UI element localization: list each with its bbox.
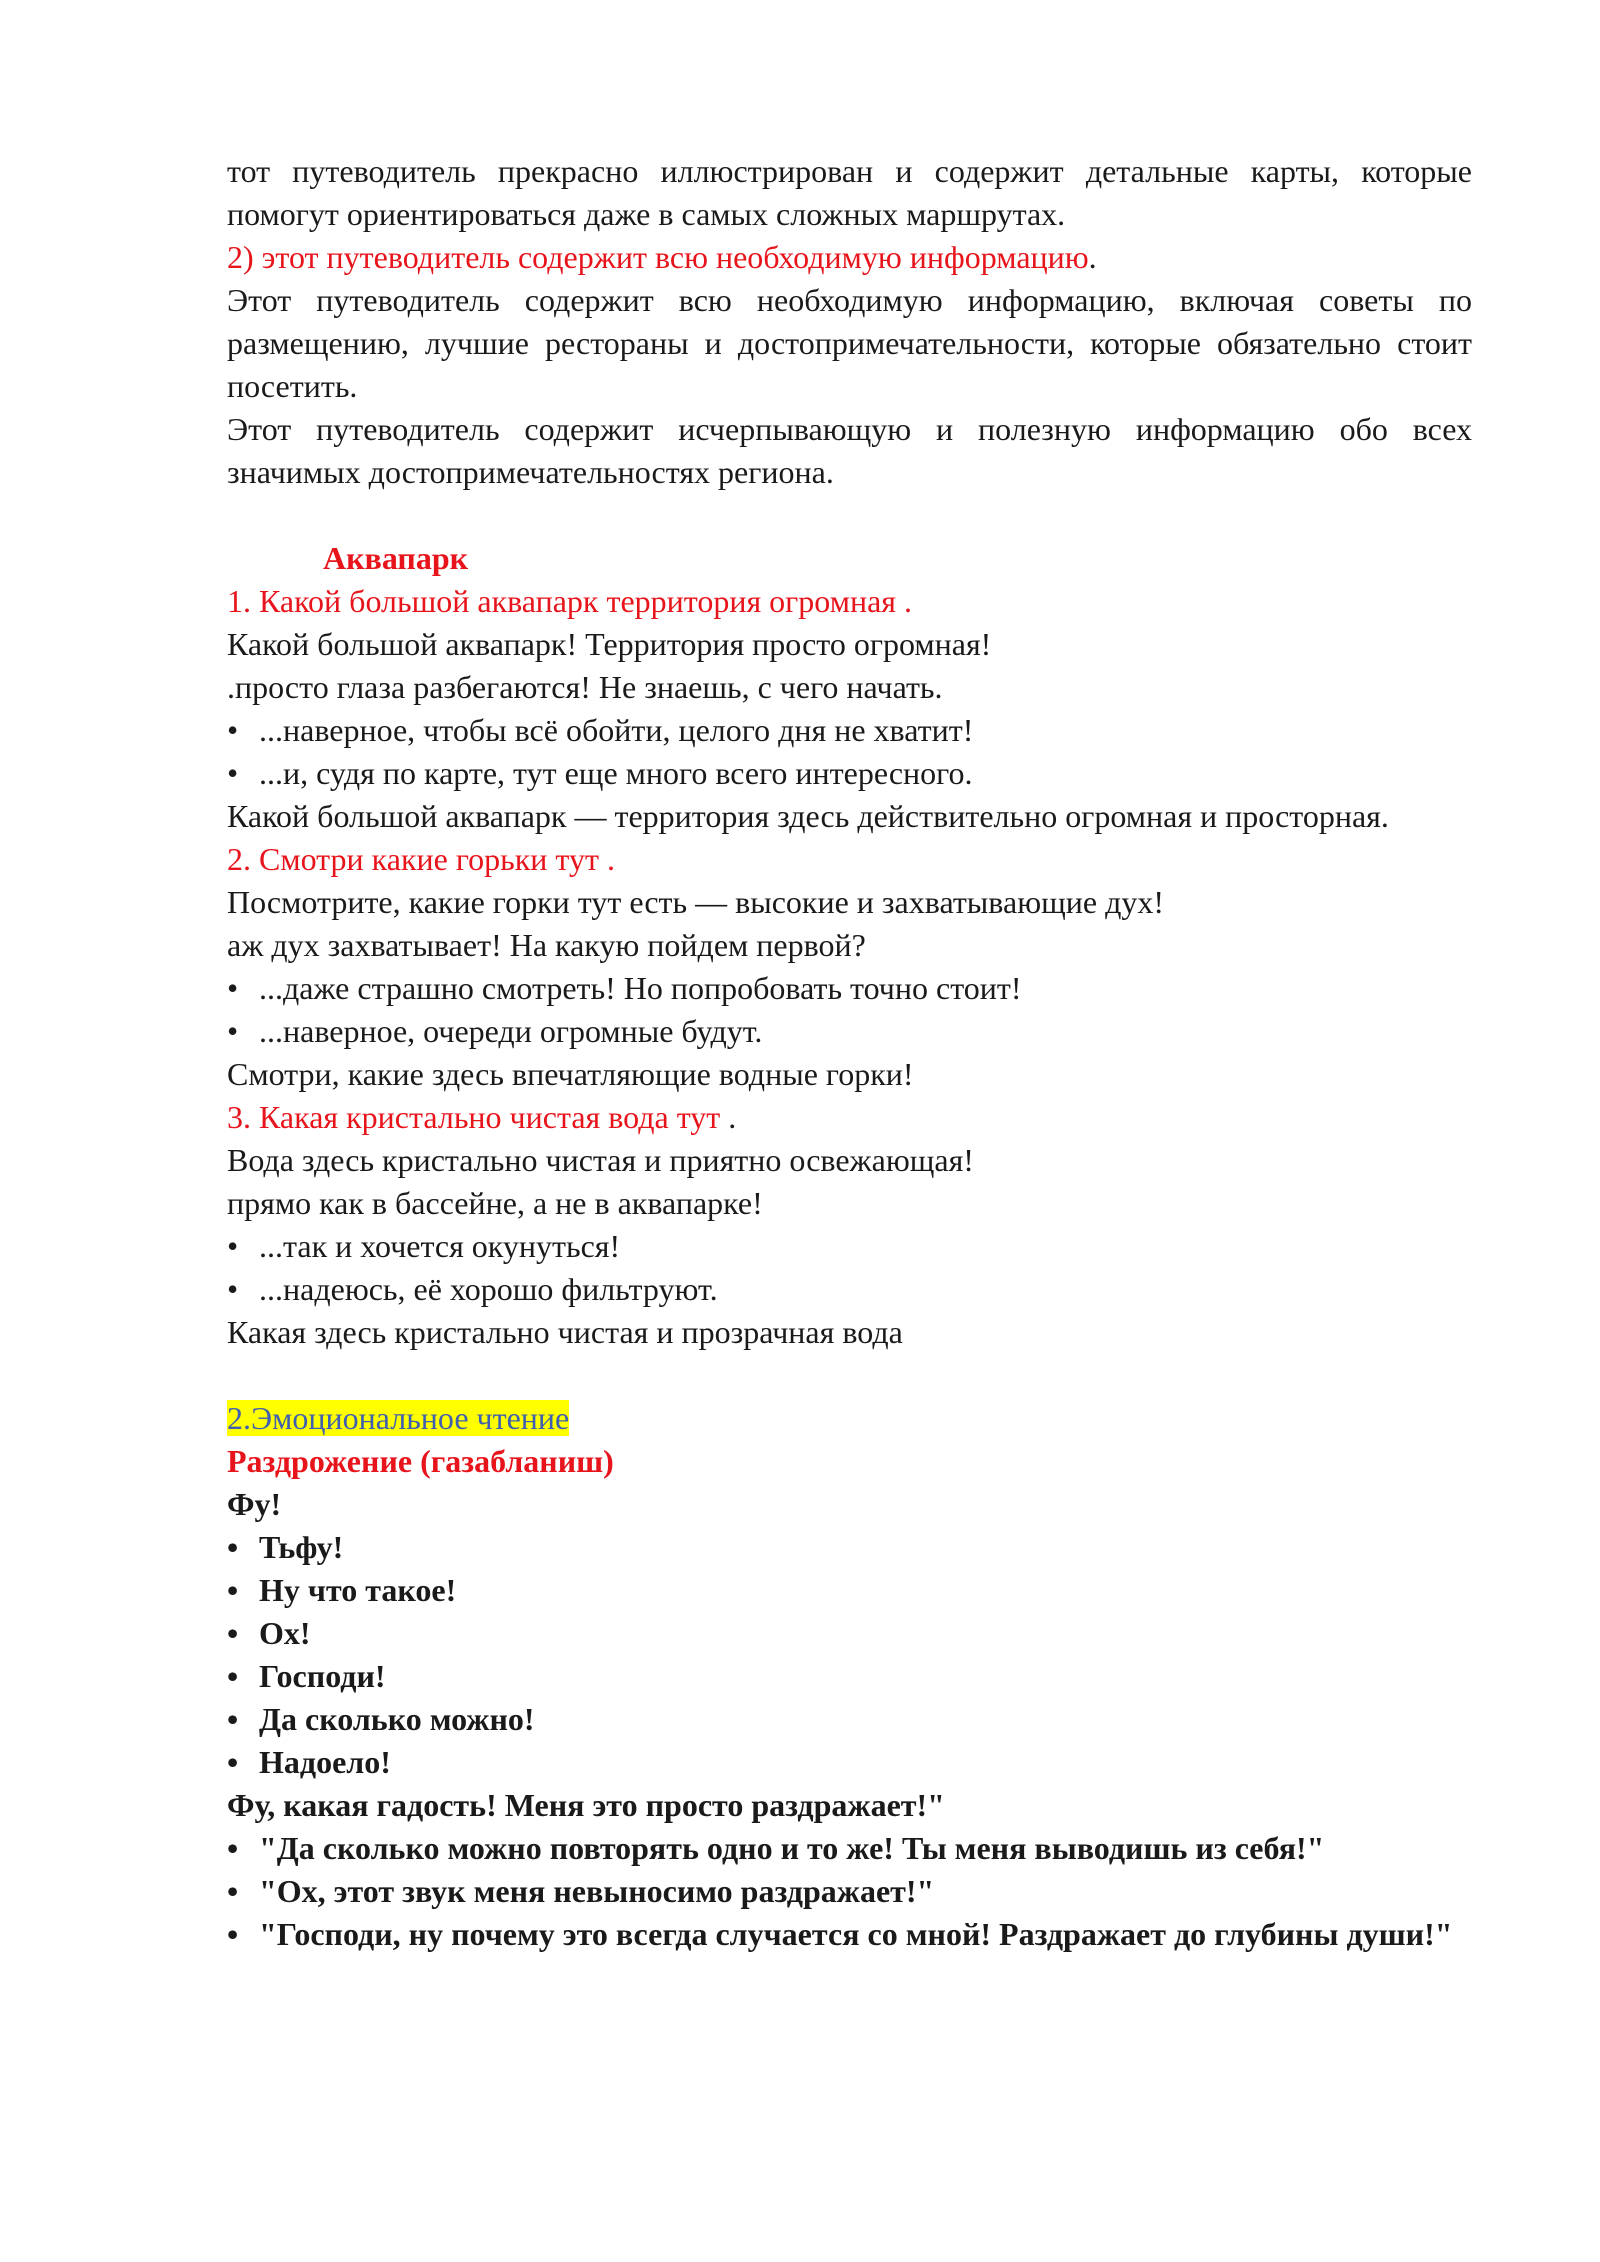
aquapark-prompt-2: 2. Смотри какие горьки тут . xyxy=(227,841,615,877)
section-heading xyxy=(227,1397,1472,1440)
list-item-text: ...наверное, чтобы всё обойти, целого дня не хватит! xyxy=(259,712,974,748)
list-item xyxy=(227,1225,1472,1268)
aquapark-line: Какой большой аквапарк! Территория просто огромная! xyxy=(227,626,992,662)
bullet-icon: • xyxy=(227,1701,239,1737)
aquapark-line: Вода здесь кристально чистая и приятно освежающая! xyxy=(227,1142,974,1178)
intro-paragraph-3: Этот путеводитель содержит исчерпывающую и полезную информацию обо всех значимых достопримечательностях региона. xyxy=(227,411,1472,490)
spacer xyxy=(227,1354,1472,1397)
list-item-text: ...даже страшно смотреть! Но попробовать точно стоит! xyxy=(259,970,1022,1006)
bullet-icon: • xyxy=(227,1271,239,1307)
list-item xyxy=(227,709,1472,752)
aquapark-title: Аквапарк xyxy=(323,540,469,576)
intro-item-2 xyxy=(227,236,1472,279)
intro-paragraph-1: тот путеводитель прекрасно иллюстрирован и содержит детальные карты, которые помогут ориентироваться даже в самых сложных маршрутах. xyxy=(227,153,1472,232)
aquapark-line: прямо как в бассейне, а не в аквапарке! xyxy=(227,1185,763,1221)
emotion-sentence: Фу, какая гадость! Меня это просто раздражает!" xyxy=(227,1787,945,1823)
emotion-first-line: Фу! xyxy=(227,1486,282,1522)
aquapark-line: .просто глаза разбегаются! Не знаешь, с чего начать. xyxy=(227,669,943,705)
list-item xyxy=(227,1569,1472,1612)
list-item xyxy=(227,1526,1472,1569)
aquapark-prompt-3-dot: . xyxy=(720,1099,737,1135)
bullet-icon: • xyxy=(227,1916,239,1952)
list-item-text: Господи! xyxy=(259,1658,386,1694)
list-item-text: "Ох, этот звук меня невыносимо раздражает!" xyxy=(259,1873,935,1909)
bullet-icon: • xyxy=(227,1873,239,1909)
list-item-text: Ох! xyxy=(259,1615,311,1651)
bullet-icon: • xyxy=(227,712,239,748)
bullet-icon: • xyxy=(227,970,239,1006)
aquapark-prompt-3-text: 3. Какая кристально чистая вода тут xyxy=(227,1099,721,1135)
bullet-icon: • xyxy=(227,1572,239,1608)
aquapark-prompt-3 xyxy=(227,1096,1472,1139)
aquapark-summary-3: Какая здесь кристально чистая и прозрачная вода xyxy=(227,1314,903,1350)
aquapark-summary-2: Смотри, какие здесь впечатляющие водные горки! xyxy=(227,1056,914,1092)
bullet-icon: • xyxy=(227,1658,239,1694)
list-item-text: Ну что такое! xyxy=(259,1572,457,1608)
list-item-text: Надоело! xyxy=(259,1744,391,1780)
list-item xyxy=(227,967,1472,1010)
list-item xyxy=(227,1655,1472,1698)
list-item xyxy=(227,1870,1472,1913)
spacer xyxy=(227,494,1472,537)
aquapark-prompt-1: 1. Какой большой аквапарк территория огромная . xyxy=(227,583,912,619)
aquapark-summary-1: Какой большой аквапарк — территория здесь действительно огромная и просторная. xyxy=(227,798,1389,834)
list-item xyxy=(227,1698,1472,1741)
aquapark-line: Посмотрите, какие горки тут есть — высокие и захватывающие дух! xyxy=(227,884,1164,920)
list-item-text: ...и, судя по карте, тут еще много всего интересного. xyxy=(259,755,973,791)
list-item-text: ...так и хочется окунуться! xyxy=(259,1228,621,1264)
list-item xyxy=(227,1741,1472,1784)
aquapark-line: аж дух захватывает! На какую пойдем первой? xyxy=(227,927,866,963)
list-item xyxy=(227,1268,1472,1311)
bullet-icon: • xyxy=(227,1013,239,1049)
list-item xyxy=(227,1010,1472,1053)
intro-item-2-text: 2) этот путеводитель содержит всю необходимую информацию xyxy=(227,239,1089,275)
intro-item-2-dot: . xyxy=(1088,239,1097,275)
list-item xyxy=(227,1612,1472,1655)
bullet-icon: • xyxy=(227,755,239,791)
highlighted-section-title: 2.Эмоциональное чтение xyxy=(227,1400,570,1436)
list-item-text: Тьфу! xyxy=(259,1529,344,1565)
bullet-icon: • xyxy=(227,1830,239,1866)
list-item xyxy=(227,1913,1472,1956)
list-item-text: "Да сколько можно повторять одно и то же! Ты меня выводишь из себя!" xyxy=(259,1830,1325,1866)
bullet-icon: • xyxy=(227,1744,239,1780)
bullet-icon: • xyxy=(227,1529,239,1565)
intro-paragraph-2: Этот путеводитель содержит всю необходимую информацию, включая советы по размещению, лучшие рестораны и достопримечательности, которые обязательно стоит посетить. xyxy=(227,282,1472,404)
list-item xyxy=(227,752,1472,795)
emotion-subtitle: Раздрожение (газабланиш) xyxy=(227,1443,614,1479)
list-item-text: ...наверное, очереди огромные будут. xyxy=(259,1013,763,1049)
bullet-icon: • xyxy=(227,1615,239,1651)
list-item-text: "Господи, ну почему это всегда случается со мной! Раздражает до глубины души!" xyxy=(259,1916,1453,1952)
list-item-text: Да сколько можно! xyxy=(259,1701,535,1737)
list-item xyxy=(227,1827,1472,1870)
bullet-icon: • xyxy=(227,1228,239,1264)
list-item-text: ...надеюсь, её хорошо фильтруют. xyxy=(259,1271,718,1307)
